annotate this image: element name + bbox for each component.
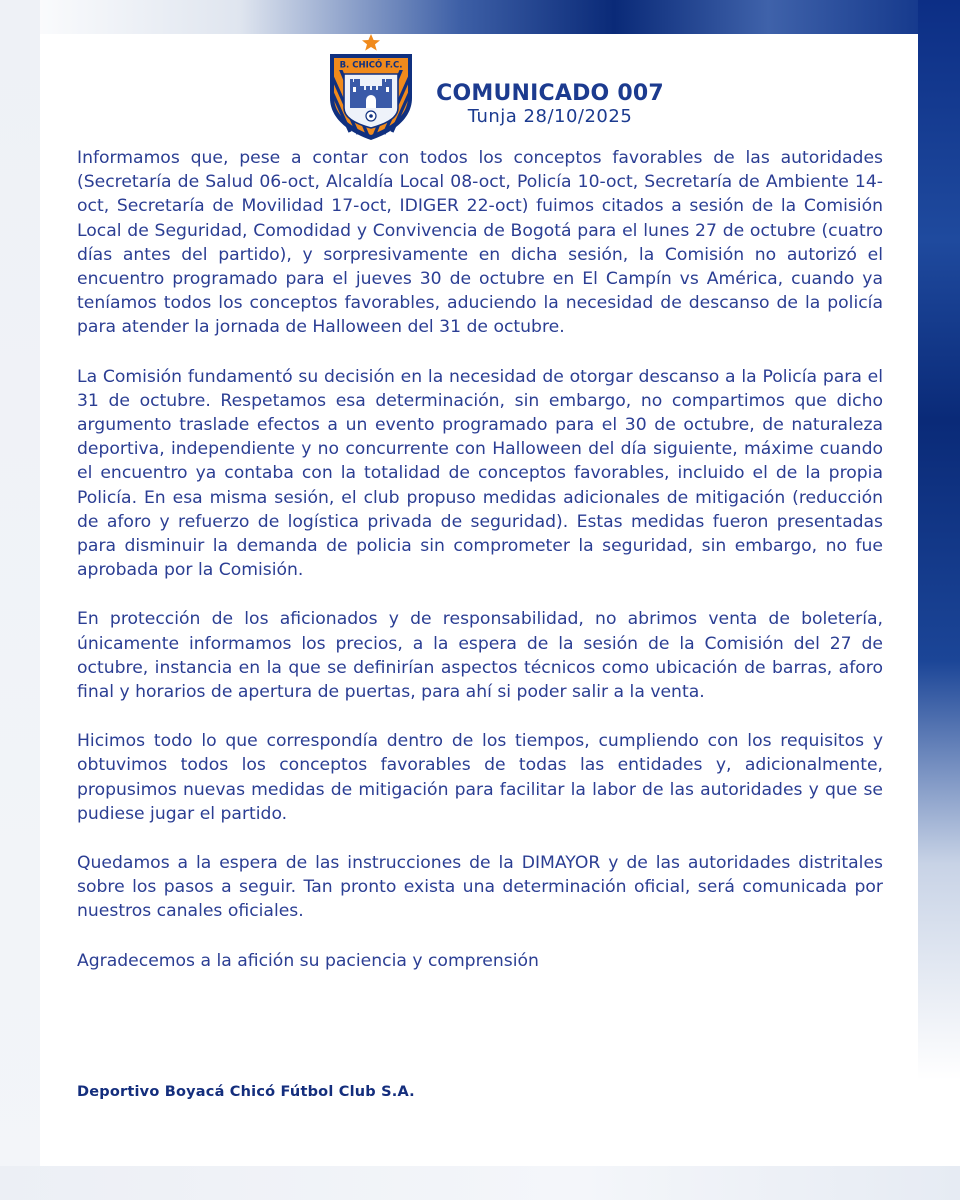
background-top-band	[0, 0, 960, 34]
paragraph-2: La Comisión fundamentó su decisión en la necesidad de otorgar descanso a la Policía para el 31 de octubre. Respetamos esa determinación, sin embargo, no compartimos que dicho argumento traslade efectos a un evento programado para el 30 de octubre, de naturaleza deportiva, independiente y no concurrente con Halloween del día siguiente, máxime cuando el encuentro ya contaba con la totalidad de conceptos favorables, incluido el de la propia Policía. En esa misma sesión, el club propuso medidas adicionales de mitigación (reducción de aforo y refuerzo de logística privada de seguridad). Estas medidas fueron presentadas para disminuir la demanda de policia sin comprometer la seguridad, sin embargo, no fue aprobada por la Comisión.	[77, 366, 883, 581]
club-signature: Deportivo Boyacá Chicó Fútbol Club S.A.	[77, 1084, 415, 1100]
crest-banner-text: B. CHICÓ F.C.	[339, 60, 403, 71]
club-crest-logo	[328, 34, 414, 142]
paragraph-5: Quedamos a la espera de las instrucciones de la DIMAYOR y de las autoridades distritales sobre los pasos a seguir. Tan pronto exista una determinación oficial, será comunicada por nuestros canales oficiales.	[77, 853, 883, 922]
background-bottom-band	[0, 1166, 960, 1200]
paragraph-1: Informamos que, pese a contar con todos los conceptos favorables de las autoridades (Secretaría de Salud 06-oct, Alcaldía Local 08-oct, Policía 10-oct, Secretaría de Ambiente 14-oct, Secretaría de Movilidad 17-oct, IDIGER 22-oct) fuimos citados a sesión de la Comisión Local de Seguridad, Comodidad y Convivencia de Bogotá para el lunes 27 de octubre (cuatro días antes del partido), y sorpresivamente en dicha sesión, la Comisión no autorizó el encuentro programado para el jueves 30 de octubre en El Campín vs América, cuando ya teníamos todos los conceptos favorables, aduciendo la necesidad de descanso de la policía para atender la jornada de Halloween del 31 de octubre.	[77, 148, 883, 338]
communique-date: Tunja 28/10/2025	[467, 106, 633, 127]
crest-star-icon	[362, 34, 380, 51]
paragraph-4: Hicimos todo lo que correspondía dentro de los tiempos, cumpliendo con los requisitos y obtuvimos todos los conceptos favorables de todas las entidades y, adicionalmente, propusimos nuevas medidas de mitigación para facilitar la labor de las autoridades y que se pudiese jugar el partido.	[77, 731, 883, 824]
communique-card	[40, 34, 918, 1166]
communique-header	[420, 80, 680, 128]
communique-title: COMUNICADO 007	[436, 81, 664, 106]
paragraph-3: En protección de los aficionados y de responsabilidad, no abrimos venta de boletería, únicamente informamos los precios, a la espera de la sesión de la Comisión del 27 de octubre, instancia en la que se definirían aspectos técnicos como ubicación de barras, aforo final y horarios de apertura de puertas, para ahí si poder salir a la venta.	[77, 609, 883, 703]
paragraph-6: Agradecemos a la afición su paciencia y comprensión	[77, 950, 539, 971]
background-left-band	[0, 0, 40, 1200]
communique-body	[77, 146, 883, 998]
background-right-band	[918, 0, 960, 1200]
